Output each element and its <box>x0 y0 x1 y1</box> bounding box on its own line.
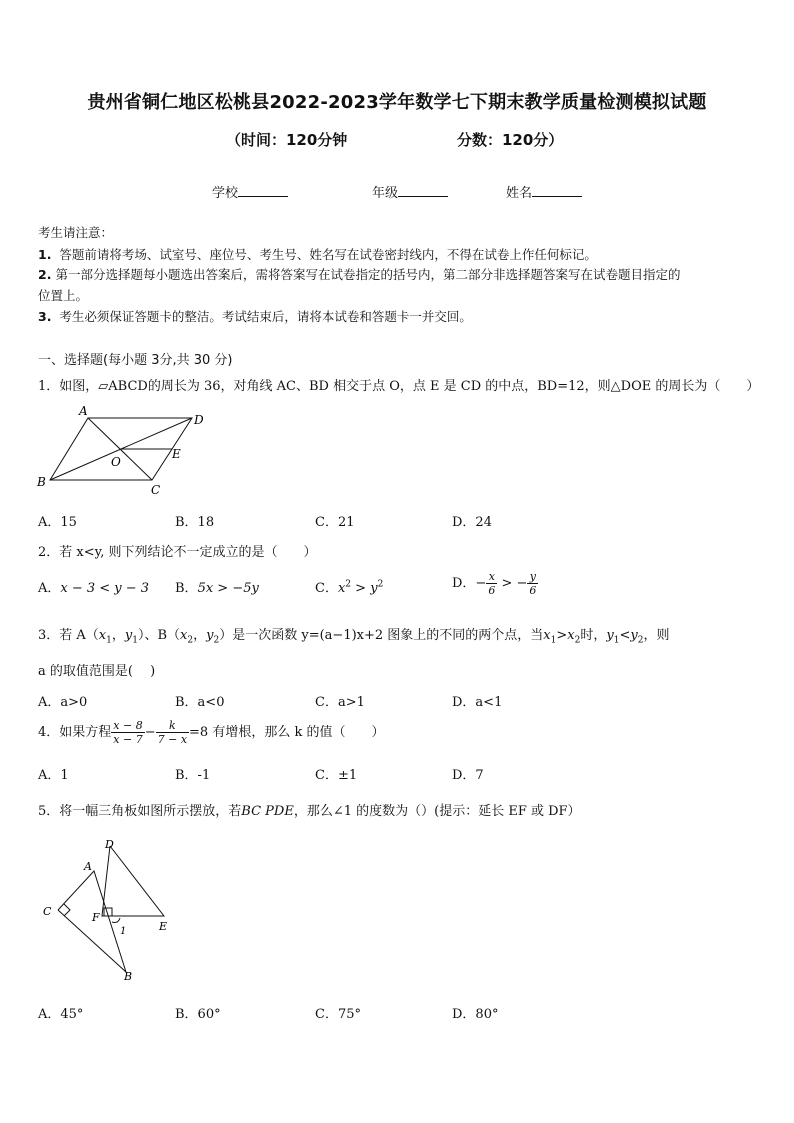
q2-option-d-frac1 <box>486 570 497 597</box>
q2-option-d-gt: > − <box>497 576 528 591</box>
q5-pre: 5．将一幅三角板如图所示摆放，若 <box>38 804 242 819</box>
note-2 <box>38 265 680 283</box>
q1-figure <box>34 400 214 500</box>
note-3-num: 3. <box>38 309 52 324</box>
q2-option-d-n2: y <box>527 570 538 584</box>
q3-option-d[interactable]: D．a<1 <box>452 695 503 710</box>
q3-cond-x2: x <box>567 628 575 643</box>
q5-right-angle-c <box>64 904 70 916</box>
exam-score: 分数：120分） <box>457 131 564 149</box>
q4-option-b[interactable]: B．-1 <box>175 768 211 783</box>
q2-option-b-letter: B． <box>175 581 198 596</box>
q3-cond-x1: x <box>543 628 551 643</box>
q1-option-b[interactable]: B．18 <box>175 515 215 530</box>
q5-option-b[interactable]: B．60° <box>175 1007 221 1022</box>
q2-option-c-letter: C． <box>315 581 338 596</box>
q5-figure <box>34 832 184 992</box>
school-label: 学校 <box>212 186 239 201</box>
note-3 <box>38 307 472 325</box>
note-2-text: 第一部分选择题每小题选出答案后，需将答案写在试卷指定的括号内，第二部分非选择题答案写在试卷题目指定的 <box>55 267 681 282</box>
grade-blank[interactable] <box>398 184 448 197</box>
q2-option-c-gt: > <box>351 581 371 596</box>
note-1-num: 1. <box>38 247 52 262</box>
q4-option-d[interactable]: D．7 <box>452 768 484 783</box>
q2-option-d-d2: 6 <box>529 584 537 597</box>
name-field[interactable] <box>506 182 582 201</box>
q3-cond2-text: ，则 <box>643 628 670 643</box>
q3-pre: 3．若 A（ <box>38 628 99 643</box>
q5-triangle-dfe <box>102 846 164 916</box>
q1-option-c[interactable]: C．21 <box>315 515 355 530</box>
q1-label-e: E <box>172 447 181 461</box>
q2-option-c[interactable] <box>315 577 383 596</box>
q4-n2: k <box>156 719 189 733</box>
q5-post: ，那么∠1 的度数为（）(提示：延长 EF 或 DF） <box>293 804 581 819</box>
q3-y1-sub: 1 <box>132 635 138 646</box>
q2-option-d-n1: x <box>486 570 497 584</box>
q3-x1: x <box>98 628 107 643</box>
q1-label-c: C <box>151 483 161 497</box>
q5-option-c[interactable]: C．75° <box>315 1007 361 1022</box>
q2-option-a[interactable] <box>38 577 149 596</box>
q3-y1: y <box>124 628 133 643</box>
q2-option-d-frac2 <box>527 570 538 597</box>
grade-field[interactable] <box>372 182 448 201</box>
q3-mid: ）、B（ <box>137 628 181 643</box>
school-blank[interactable] <box>238 184 288 197</box>
note-1 <box>38 245 597 263</box>
q4-frac2 <box>156 719 189 746</box>
q5-label-d: D <box>105 838 114 851</box>
q3-y2: y <box>206 628 214 643</box>
q2-option-c-y: y <box>370 581 378 596</box>
q5-label-c: C <box>43 905 52 918</box>
q3-cond-x2-sub: 2 <box>574 635 581 646</box>
q2-option-c-exp1: 2 <box>345 579 352 590</box>
q4-option-a[interactable]: A．1 <box>38 768 69 783</box>
q2-option-c-x: x <box>337 581 346 596</box>
q4-minus: − <box>144 725 156 740</box>
q3-x2-sub: 2 <box>187 635 194 646</box>
q3-cond-x1-sub: 1 <box>550 635 557 646</box>
notes-heading: 考生请注意： <box>38 225 114 240</box>
q5-option-d[interactable]: D．80° <box>452 1007 499 1022</box>
q2-option-d-d1: 6 <box>488 584 496 597</box>
q2-text: 2．若 x<y, 则下列结论不一定成立的是（ ） <box>38 545 317 560</box>
q3-cond-y2-sub: 2 <box>637 635 644 646</box>
q2-option-d-letter: D． <box>452 576 476 591</box>
q4-d1: x − 7 <box>113 733 143 746</box>
q1-label-o: O <box>111 455 121 469</box>
q3-x1-sub: 1 <box>106 635 112 646</box>
q1-label-d: D <box>194 413 204 427</box>
q4-post: =8 有增根，那么 k 的值（ ） <box>189 725 385 740</box>
exam-time: （时间：120分钟 <box>226 131 348 149</box>
q4-pre: 4．如果方程 <box>38 725 112 740</box>
q2-option-a-letter: A． <box>38 581 61 596</box>
q3-cond-y1-sub: 1 <box>613 635 620 646</box>
q2-option-d[interactable] <box>452 570 538 597</box>
q3-option-c[interactable]: C．a>1 <box>315 695 365 710</box>
q4-frac1 <box>111 719 144 746</box>
q1-label-b: B <box>37 475 46 489</box>
q2-option-b-expr: 5x > −5y <box>197 581 259 596</box>
q5-label-e: E <box>159 920 168 933</box>
grade-label: 年级 <box>372 186 399 201</box>
q5-line <box>38 800 581 819</box>
q4-n1: x − 8 <box>113 719 143 732</box>
q5-label-f: F <box>92 911 100 924</box>
section-1-title: 一、选择题(每小题 3分,共 30 分) <box>38 353 233 368</box>
q3-comma2: ， <box>193 628 207 643</box>
q4-d2: 7 − x <box>157 733 188 746</box>
name-blank[interactable] <box>532 184 582 197</box>
q1-option-a[interactable]: A．15 <box>38 515 77 530</box>
q2-option-c-exp2: 2 <box>377 579 384 590</box>
q3-cond-y2: y <box>630 628 638 643</box>
q5-label-a: A <box>84 860 92 873</box>
q5-option-a[interactable]: A．45° <box>38 1007 84 1022</box>
q3-line2: a 的取值范围是( ) <box>38 664 156 679</box>
q2-option-d-minus: − <box>475 576 487 591</box>
page-title: 贵州省铜仁地区松桃县2022-2023学年数学七下期末教学质量检测模拟试题 <box>87 92 707 113</box>
q3-cond-text: 时， <box>580 628 607 643</box>
q3-option-a[interactable]: A．a>0 <box>38 695 88 710</box>
note-2-cont: 位置上。 <box>38 288 89 303</box>
q3-rest: ）是一次函数 y=(a−1)x+2 图象上的不同的两个点，当 <box>219 628 544 643</box>
q2-option-b[interactable] <box>175 577 259 596</box>
q4-line <box>38 719 384 746</box>
q1-option-d[interactable]: D．24 <box>452 515 492 530</box>
q1-label-a: A <box>79 404 88 418</box>
q4-option-c[interactable]: C．±1 <box>315 768 358 783</box>
q3-option-b[interactable]: B．a<0 <box>175 695 225 710</box>
q3-cond-y1: y <box>606 628 614 643</box>
note-2-num: 2. <box>38 267 52 282</box>
name-label: 姓名 <box>506 186 533 201</box>
q3-comma1: ， <box>111 628 125 643</box>
q5-cond: BC PDE <box>241 804 294 819</box>
q1-text: 1．如图，▱ABCD的周长为 36，对角线 AC、BD 相交于点 O，点 E 是 CD 的中点，BD=12，则△DOE 的周长为（ ） <box>38 379 760 394</box>
q3-y2-sub: 2 <box>213 635 220 646</box>
note-3-text: 考生必须保证答题卡的整洁。考试结束后，请将本试卷和答题卡一并交回。 <box>59 309 472 324</box>
q3-x2: x <box>180 628 188 643</box>
q5-label-b: B <box>124 970 133 983</box>
q3-line1: 3．若 $A(x_1$，$y_1$）、$B(x_2$，$y_2$）是一次函数 y=(a−1)x+2 图象上的不同的两个点，当$x_1>x_2$时，$y_1<y_2$，则 <box>38 628 670 646</box>
q2-option-a-expr: x − 3 < y − 3 <box>60 581 150 596</box>
school-field[interactable] <box>212 182 288 201</box>
q5-angle-1-arc <box>112 918 120 923</box>
q5-label-1: 1 <box>120 926 127 937</box>
note-1-text: 答题前请将考场、试室号、座位号、考生号、姓名写在试卷密封线内，不得在试卷上作任何标记。 <box>59 247 597 262</box>
